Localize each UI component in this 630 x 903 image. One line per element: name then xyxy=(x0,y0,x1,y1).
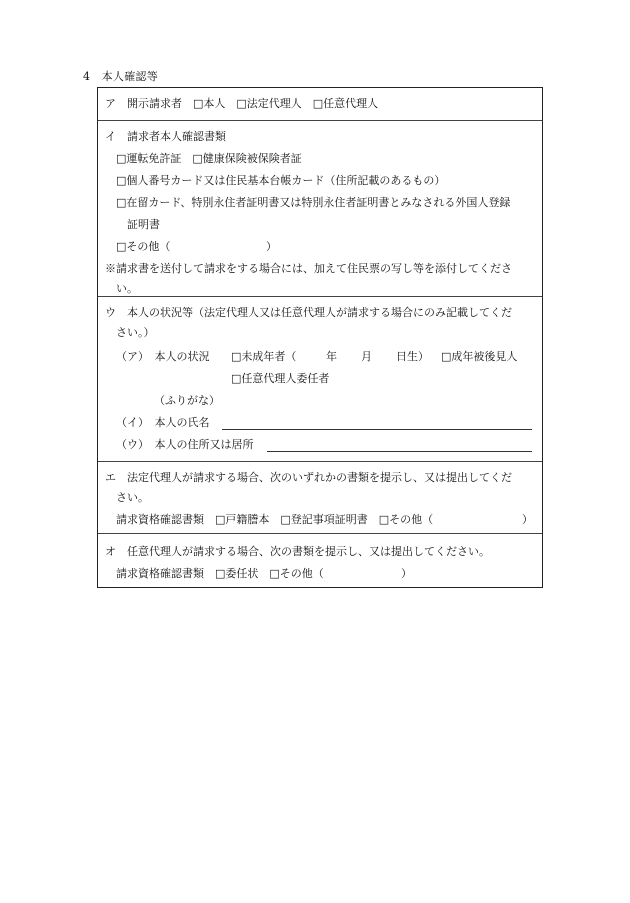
voluntary-agent-documents-close: ） xyxy=(401,567,412,580)
principal-address-label: （ウ） 本人の住所又は居所 xyxy=(116,438,254,451)
row-legal-representative xyxy=(98,462,542,534)
furigana-label: （ふりがな） xyxy=(154,394,220,407)
option-mynumber-card: □個人番号カード又は住民基本台帳カード（住所記載のあるもの） xyxy=(116,174,446,187)
status-label: （ア） 本人の状況 xyxy=(116,350,210,363)
requester-type-text: ア 開示請求者 □本人 □法定代理人 □任意代理人 xyxy=(105,97,379,110)
principal-status-title: ウ 本人の状況等（法定代理人又は任意代理人が請求する場合にのみ記載してくだ xyxy=(105,306,512,319)
birth-year-label: 年 xyxy=(326,350,337,363)
identity-verification-table xyxy=(97,87,543,588)
mail-note-cont: い。 xyxy=(116,282,138,295)
option-delegator: □任意代理人委任者 xyxy=(231,372,330,385)
legal-rep-documents: 請求資格確認書類 □戸籍謄本 □登記事項証明書 □その他（ xyxy=(116,513,434,526)
principal-status-title-cont: さい。） xyxy=(116,326,155,339)
section-heading: 4 本人確認等 xyxy=(83,70,159,83)
legal-rep-title: エ 法定代理人が請求する場合、次のいずれかの書類を提示し、又は提出してくだ xyxy=(105,471,512,484)
row-identity-documents xyxy=(98,121,542,297)
option-residence-card-cont: 証明書 xyxy=(127,218,160,231)
mail-note: ※請求書を送付して請求をする場合には、加えて住民票の写し等を添付してくださ xyxy=(105,262,512,275)
identity-documents-title: イ 請求者本人確認書類 xyxy=(105,130,226,143)
option-residence-card: □在留カード、特別永住者証明書又は特別永住者証明書とみなされる外国人登録 xyxy=(116,196,511,209)
option-minor: □未成年者（ xyxy=(231,350,297,363)
birth-month-label: 月 xyxy=(361,350,372,363)
option-other: □その他（ xyxy=(116,240,171,253)
legal-rep-documents-close: ） xyxy=(522,513,533,526)
option-license-insurance: □運転免許証 □健康保険被保険者証 xyxy=(116,152,302,165)
voluntary-agent-documents: 請求資格確認書類 □委任状 □その他（ xyxy=(116,567,324,580)
option-other-close: ） xyxy=(266,240,277,253)
legal-rep-title-cont: さい。 xyxy=(116,491,149,504)
row-voluntary-agent xyxy=(98,534,542,587)
row-principal-status xyxy=(98,297,542,462)
principal-name-line xyxy=(222,429,532,430)
birth-day-label: 日生） xyxy=(396,350,429,363)
row-requester-type xyxy=(98,88,542,121)
voluntary-agent-title: オ 任意代理人が請求する場合、次の書類を提示し、又は提出してください。 xyxy=(105,545,490,558)
principal-address-line xyxy=(267,451,532,452)
principal-name-label: （イ） 本人の氏名 xyxy=(116,416,210,429)
option-adult-ward: □成年被後見人 xyxy=(441,350,518,363)
